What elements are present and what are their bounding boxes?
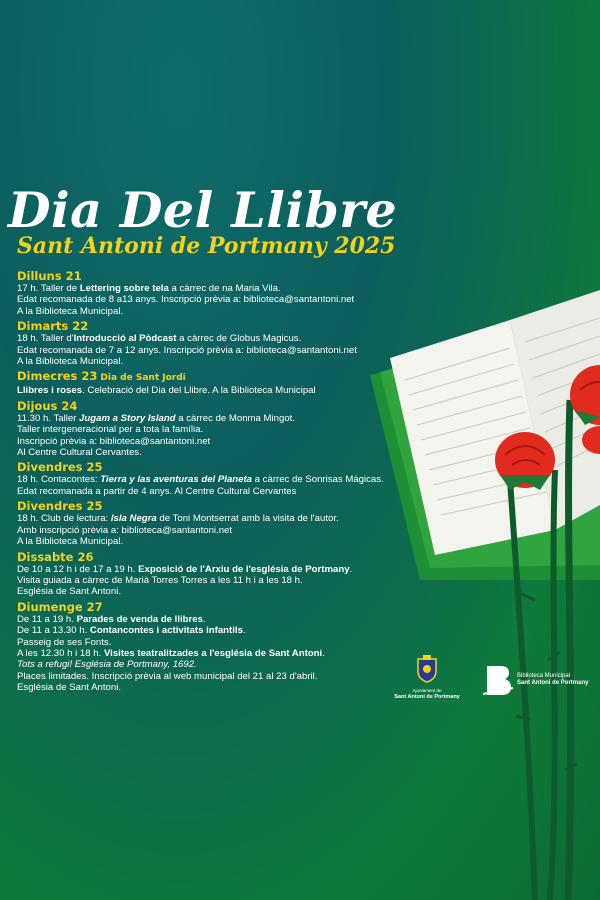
biblioteca-line2: Sant Antoni de Portmany <box>517 680 589 686</box>
day-heading: Diumenge 27 <box>17 599 103 614</box>
day-heading-note: Dia de Sant Jordi <box>100 373 186 384</box>
event-line: Taller intergeneracional per a tota la família. <box>17 424 204 436</box>
event-line: Visita guiada a càrrec de Marià Torres Torres a les 11 h i a les 18 h. <box>17 574 303 586</box>
event-line: De 11 a 13.30 h. Contancontes i activitats infantils. <box>17 625 246 637</box>
event-line: Edat recomanada a partir de 4 anys. Al Centre Cultural Cervantes <box>17 485 297 497</box>
day-heading: Dimarts 22 <box>17 319 89 334</box>
biblioteca-logo <box>483 664 588 696</box>
event-line: A la Biblioteca Municipal. <box>17 305 124 317</box>
biblioteca-line1: Biblioteca Municipal <box>517 673 571 679</box>
day-block <box>17 269 407 317</box>
event-line: De 11 a 19 h. Parades de venda de llibres. <box>17 613 206 625</box>
rose-2 <box>570 365 600 425</box>
event-line: 18 h. Contacontes: Tierra y las aventuras del Planeta a càrrec de Sonrisas Mágicas. <box>17 474 384 486</box>
schedule <box>17 268 407 696</box>
coat-of-arms-icon <box>416 655 438 683</box>
event-line: Llibres i roses. Celebració del Dia del Llibre. A la Biblioteca Municipal <box>17 385 316 397</box>
day-block <box>17 600 407 694</box>
day-block <box>17 369 407 396</box>
day-heading: Dilluns 21 <box>17 269 82 283</box>
ajuntament-name: Sant Antoni de Portmany <box>394 694 460 700</box>
biblioteca-b-icon <box>483 664 513 696</box>
event-line: 17 h. Taller de Lettering sobre tela a càrrec de na Maria Vila. <box>17 283 281 294</box>
page-title: Dia Del Llibre <box>8 181 398 239</box>
event-line: Amb inscripció prèvia a: biblioteca@santantoni.net <box>17 524 233 536</box>
day-heading: Divendres 25 <box>17 499 103 514</box>
event-line: Edat recomanada de 7 a 12 anys. Inscripció prèvia a: biblioteca@santantoni.net <box>17 344 357 356</box>
day-block <box>17 460 407 497</box>
ajuntament-label: Ajuntament de <box>412 688 442 693</box>
event-line: De 10 a 12 h i de 17 a 19 h. Exposició de l'Arxiu de l'església de Portmany. <box>17 563 353 575</box>
event-line: 18 h. Taller d'Introducció al Pòdcast a càrrec de Globus Magicus. <box>17 333 302 345</box>
event-line: Església de Sant Antoni. <box>17 586 122 598</box>
event-line: Al Centre Cultural Cervantes. <box>17 447 142 459</box>
day-block <box>17 550 407 598</box>
event-line: A la Biblioteca Municipal. <box>17 536 124 548</box>
day-heading: Dijous 24 <box>17 398 78 413</box>
event-line: Passeig de ses Fonts. <box>17 636 112 648</box>
event-line: Església de Sant Antoni. <box>17 682 122 694</box>
rose-1 <box>495 432 555 490</box>
day-block <box>17 319 407 367</box>
page-subtitle: Sant Antoni de Portmany 2025 <box>17 233 396 259</box>
day-heading: Dimecres 23 Dia de Sant Jordi <box>17 369 186 384</box>
day-heading: Dissabte 26 <box>17 549 94 564</box>
event-line: 18 h. Club de lectura: Isla Negra de Toni Montserrat amb la visita de l'autor. <box>17 513 339 525</box>
event-line: A les 12.30 h i 18 h. Visites teatralitzades a l'església de Sant Antoni. <box>17 647 325 659</box>
event-line: Places limitades. Inscripció prèvia al web municipal del 21 al 23 d'abril. <box>17 670 318 682</box>
day-block <box>17 499 407 547</box>
ajuntament-logo <box>392 655 462 701</box>
day-block <box>17 399 407 459</box>
day-heading: Divendres 25 <box>17 460 103 475</box>
event-line: Edat recomanada de 8 a13 anys. Inscripció prèvia a: biblioteca@santantoni.net <box>17 294 355 306</box>
event-line: Inscripció prèvia a: biblioteca@santantoni.net <box>17 435 211 447</box>
event-line: Tots a refugi! Església de Portmany, 1692. <box>17 659 197 671</box>
event-line: A la Biblioteca Municipal. <box>17 356 124 368</box>
event-line: 11.30 h. Taller Jugam a Story Island a càrrec de Monma Mingot. <box>17 412 295 424</box>
roses-illustration <box>450 340 600 900</box>
